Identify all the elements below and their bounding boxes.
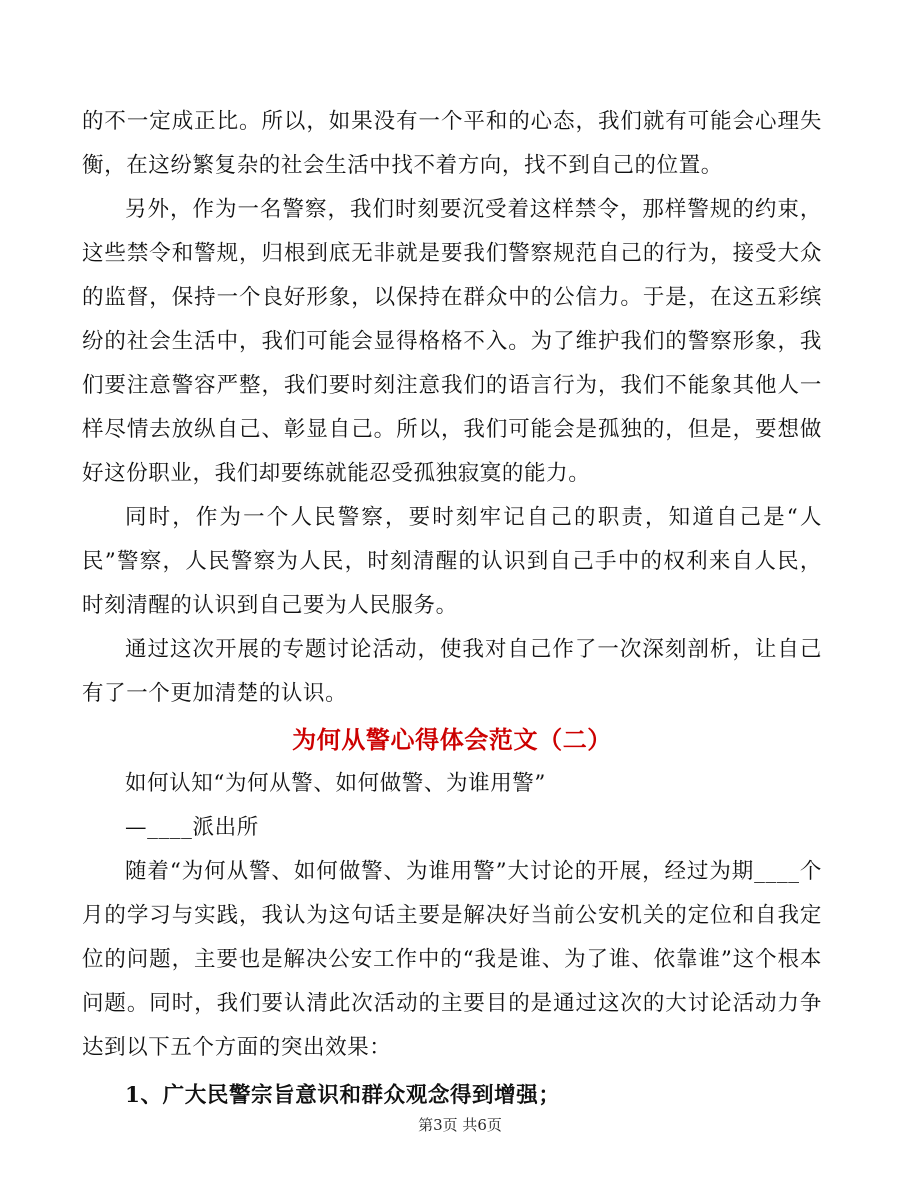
paragraph-2: 另外，作为一名警察，我们时刻要沉受着这样禁令，那样警规的约束，这些禁令和警规，归根到底无非就是要我们警察规范自己的行为，接受大众的监督，保持一个良好形象，以保持在群众中的公信力。于是，在这五彩缤纷的社会生活中，我们可能会显得格格不入。为了维护我们的警察形象，我们要注意警容严整，我们要时刻注意我们的语言行为，我们不能象其他人一样尽情去放纵自己、彰显自己。所以，我们可能会是孤独的，但是，要想做好这份职业，我们却要练就能忍受孤独寂寞的能力。 (82, 197, 822, 486)
section-title: 为何从警心得体会范文（二） (292, 725, 612, 754)
section-point-1: 1、广大民警宗旨意识和群众观念得到增强； (125, 1083, 561, 1108)
page-footer: 第3页 共6页 (418, 1116, 502, 1134)
paragraph-1: 的不一定成正比。所以，如果没有一个平和的心态，我们就有可能会心理失衡，在这纷繁复杂的社会生活中找不着方向，找不到自己的位置。 (82, 109, 822, 178)
section-byline: —____派出所 (125, 815, 259, 840)
paragraph-3: 同时，作为一个人民警察，要时刻牢记自己的职责，知道自己是“人民”警察，人民警察为人民，时刻清醒的认识到自己手中的权利来自人民，时刻清醒的认识到自己要为人民服务。 (82, 505, 822, 618)
document-body (82, 100, 822, 1118)
paragraph-4: 通过这次开展的专题讨论活动，使我对自己作了一次深刻剖析，让自己有了一个更加清楚的认识。 (82, 637, 822, 706)
section-subtitle: 如何认知“为何从警、如何做警、为谁用警” (125, 771, 546, 796)
section-body-paragraph: 随着“为何从警、如何做警、为谁用警”大讨论的开展，经过为期____个月的学习与实践，我认为这句话主要是解决好当前公安机关的定位和自我定位的问题，主要也是解决公安工作中的“我是谁、为了谁、依靠谁”这个根本问题。同时，我们要认清此次活动的主要目的是通过这次的大讨论活动力争达到以下五个方面的突出效果： (82, 859, 822, 1060)
